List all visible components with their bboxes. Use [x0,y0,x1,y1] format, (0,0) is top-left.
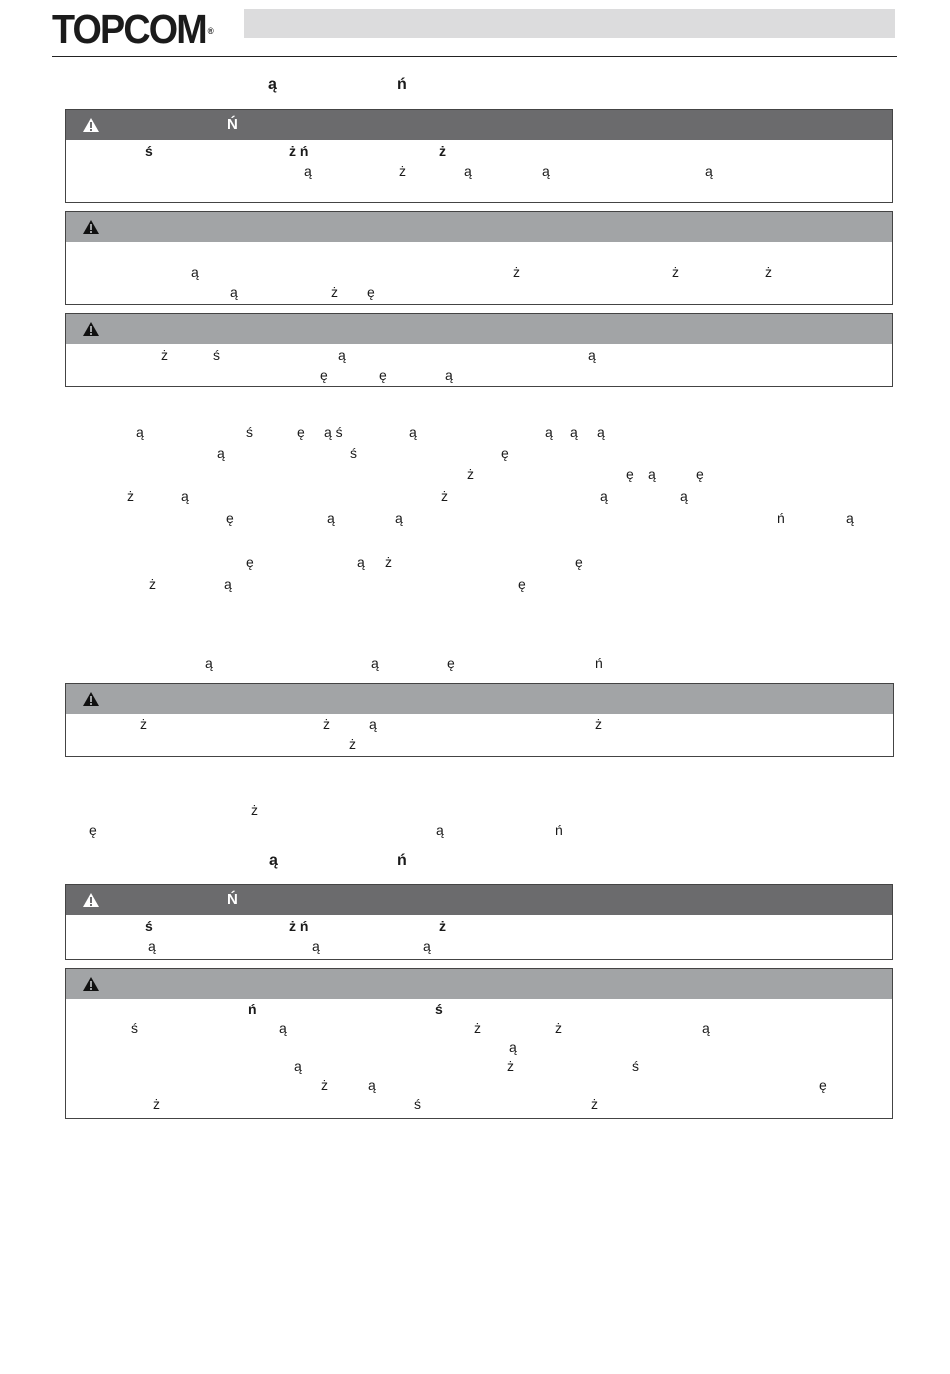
text-frag: ż [467,466,474,482]
topcom-logo: TOPCOM ® [52,6,214,52]
body-frag: ż [321,1077,328,1093]
body-frag: ą [588,347,596,363]
warning-box-3 [65,313,893,387]
text-frag: ę [246,554,254,570]
body-frag: ż [323,716,330,732]
text-frag: ś [246,424,253,440]
body-frag: ą [294,1058,302,1074]
warning-triangle-icon [82,976,100,992]
text-frag: ś [350,445,357,461]
text-frag: ą [409,424,417,440]
body-frag: ś [435,1001,443,1017]
body-frag: ą [542,163,550,179]
text-frag: ą [357,554,365,570]
text-frag: ż [127,488,134,504]
body-frag: ż [474,1020,481,1036]
text-frag: ę [575,554,583,570]
body-frag: ą [445,367,453,383]
body-frag: ś [131,1020,138,1036]
text-frag: ą [570,424,578,440]
text-frag: ę [696,466,704,482]
header-rule [52,56,897,57]
body-frag: ą [230,284,238,300]
warning-box-1 [65,109,893,203]
text-frag: ą [217,445,225,461]
text-frag: ż [251,802,258,818]
warning-box-6 [65,968,893,1119]
body-frag: ż [349,736,356,752]
body-frag: ż [161,347,168,363]
body-frag: ż ń [289,143,309,159]
warning-box-header [66,969,892,999]
warning-box-2 [65,211,893,305]
warning-box-body [66,915,892,959]
body-frag: ż [595,716,602,732]
text-frag: ż [441,488,448,504]
text-frag: ą [371,655,379,671]
body-frag: ś [145,918,153,934]
warning-box-header [66,110,892,140]
warning-box-title-frag: Ń [227,116,238,133]
text-frag: ą [181,488,189,504]
body-frag: ą [702,1020,710,1036]
text-frag: ą [136,424,144,440]
text-frag: ą [436,822,444,838]
body-frag: ś [414,1096,421,1112]
body-frag: ś [213,347,220,363]
body-frag: ą [369,716,377,732]
warning-triangle-icon [82,219,100,235]
body-frag: ż [331,284,338,300]
body-frag: ż [672,264,679,280]
body-frag: ż [399,163,406,179]
text-frag: ż [149,576,156,592]
body-frag: ń [248,1001,257,1017]
body-frag: ę [819,1077,827,1093]
body-frag: ż [439,918,446,934]
text-frag: ę [626,466,634,482]
header-bar [244,9,895,38]
body-frag: ż [513,264,520,280]
body-frag: ś [632,1058,639,1074]
warning-box-body [66,140,892,202]
body-frag: ą [464,163,472,179]
warning-box-header [66,885,892,915]
text-frag: ę [447,655,455,671]
text-frag: ż [385,554,392,570]
body-frag: ż [439,143,446,159]
body-frag: ą [509,1039,517,1055]
body-frag: ą [312,938,320,954]
text-frag: ą [205,655,213,671]
body-frag: ż [140,716,147,732]
text-frag: ń [555,822,563,838]
body-frag: ą [368,1077,376,1093]
warning-box-4 [65,683,894,757]
heading-frag: ą [268,76,277,93]
text-frag: ą [597,424,605,440]
heading-frag: ń [397,76,407,93]
warning-triangle-icon [82,892,100,908]
text-frag: ą [545,424,553,440]
text-frag: ą [680,488,688,504]
text-frag: ń [777,510,785,526]
body-frag: ż [555,1020,562,1036]
warning-triangle-icon [82,691,100,707]
body-frag: ż [591,1096,598,1112]
warning-box-header [66,212,892,242]
warning-box-body [66,999,892,1118]
text-frag: ę [501,445,509,461]
body-frag: ę [367,284,375,300]
body-frag: ą [279,1020,287,1036]
text-frag: ą ś [324,424,343,440]
warning-triangle-icon [82,117,100,133]
body-frag: ż [507,1058,514,1074]
warning-box-body [66,714,893,756]
body-frag: ą [705,163,713,179]
text-frag: ę [226,510,234,526]
warning-box-header [66,314,892,344]
body-frag: ż [765,264,772,280]
body-frag: ę [379,367,387,383]
heading-frag: ń [397,852,407,869]
registered-mark: ® [207,26,214,36]
section-heading-1 [0,76,950,96]
text-frag: ą [648,466,656,482]
body-frag: ą [304,163,312,179]
body-frag: ą [191,264,199,280]
body-frag: ą [338,347,346,363]
section-heading-2 [0,852,950,872]
text-frag: ę [89,822,97,838]
warning-box-body [66,242,892,304]
body-frag: ż [153,1096,160,1112]
warning-box-5 [65,884,893,960]
text-frag: ą [600,488,608,504]
warning-box-title-frag: Ń [227,891,238,908]
text-frag: ą [327,510,335,526]
warning-box-header [66,684,893,714]
heading-frag: ą [269,852,278,869]
body-frag: ę [320,367,328,383]
warning-box-body [66,344,892,386]
text-frag: ę [518,576,526,592]
text-frag: ą [395,510,403,526]
warning-triangle-icon [82,321,100,337]
body-frag: ą [148,938,156,954]
text-frag: ą [224,576,232,592]
body-frag: ż ń [289,918,309,934]
body-frag: ś [145,143,153,159]
text-frag: ń [595,655,603,671]
body-frag: ą [423,938,431,954]
text-frag: ą [846,510,854,526]
text-frag: ę [297,424,305,440]
